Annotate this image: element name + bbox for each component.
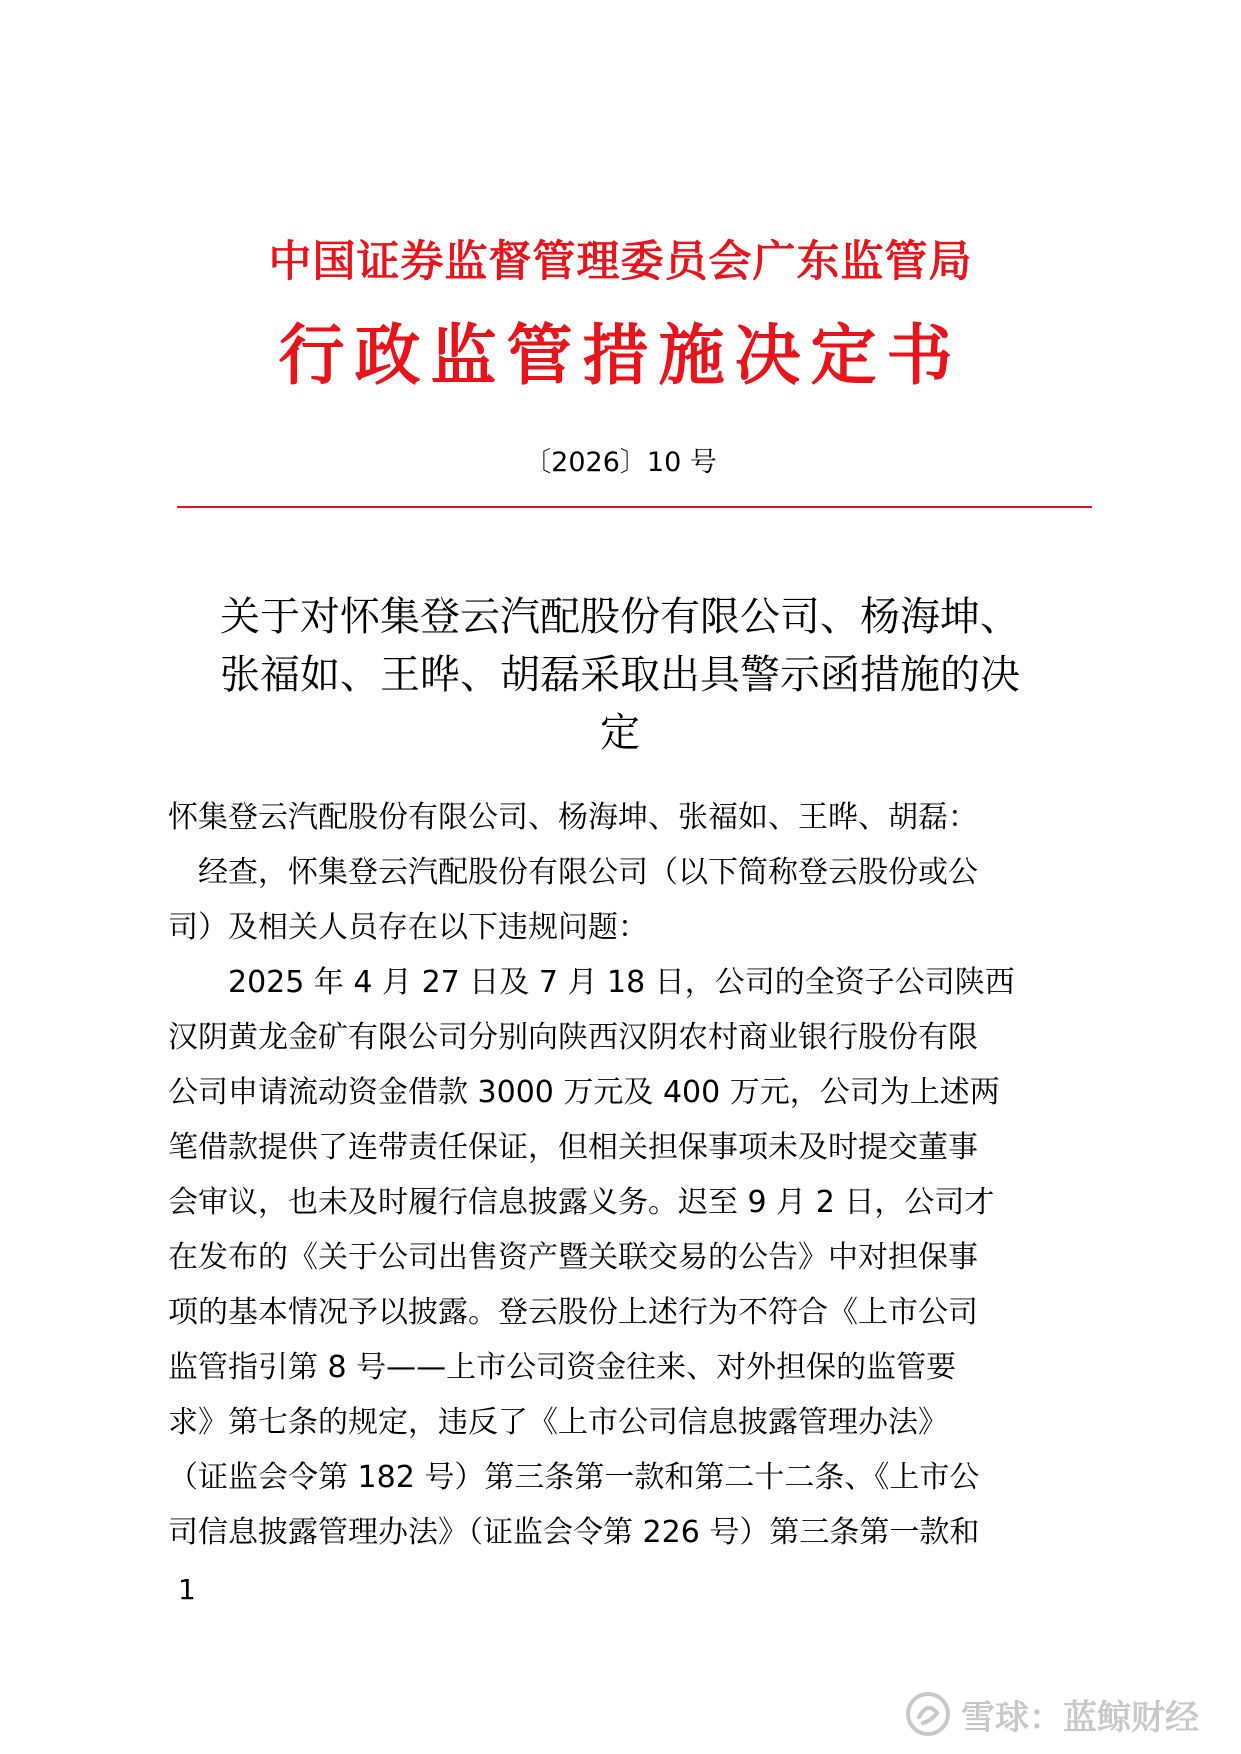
body-line: 会审议，也未及时履行信息披露义务。迟至 9 月 2 日，公司才	[168, 1185, 995, 1220]
page-number: 1	[178, 1573, 196, 1606]
addressee-line: 怀集登云汽配股份有限公司、杨海坤、张福如、王晔、胡磊：	[168, 800, 978, 835]
decision-title-line: 关于对怀集登云汽配股份有限公司、杨海坤、	[220, 594, 1020, 640]
document-type-heading: 行政监管措施决定书	[278, 317, 963, 394]
body-line: 项的基本情况予以披露。登云股份上述行为不符合《上市公司	[168, 1295, 978, 1330]
watermark-text: 雪球：蓝鲸财经	[961, 1697, 1199, 1738]
body-line: 司信息披露管理办法》（证监会令第 226 号）第三条第一款和	[168, 1515, 980, 1550]
body-line: （证监会令第 182 号）第三条第一款和第二十二条、《上市公	[168, 1460, 980, 1495]
body-line: 汉阴黄龙金矿有限公司分别向陕西汉阴农村商业银行股份有限	[168, 1020, 978, 1055]
snowball-logo-icon	[905, 1691, 951, 1737]
body-line: 司）及相关人员存在以下违规问题：	[168, 910, 648, 945]
body-line: 在发布的《关于公司出售资产暨关联交易的公告》中对担保事	[168, 1240, 978, 1275]
decision-title-line: 张福如、王晔、胡磊采取出具警示函措施的决	[220, 652, 1020, 698]
document-number: 〔2026〕10 号	[524, 447, 717, 478]
decision-title	[160, 588, 1080, 762]
body-line: 求》第七条的规定，违反了《上市公司信息披露管理办法》	[168, 1405, 948, 1440]
red-separator-line	[177, 506, 1092, 508]
body-line: 监管指引第 8 号——上市公司资金往来、对外担保的监管要	[168, 1350, 957, 1385]
body-line: 公司申请流动资金借款 3000 万元及 400 万元，公司为上述两	[168, 1075, 1000, 1110]
body-line: 2025 年 4 月 27 日及 7 月 18 日，公司的全资子公司陕西	[168, 965, 1015, 1000]
body-line: 笔借款提供了连带责任保证，但相关担保事项未及时提交董事	[168, 1130, 978, 1165]
body-line: 经查，怀集登云汽配股份有限公司（以下简称登云股份或公	[168, 855, 978, 890]
decision-title-line: 定	[600, 710, 640, 756]
issuing-organization: 中国证券监督管理委员会广东监管局	[268, 237, 973, 287]
watermark	[905, 1690, 1199, 1738]
decision-body	[168, 790, 1073, 1560]
